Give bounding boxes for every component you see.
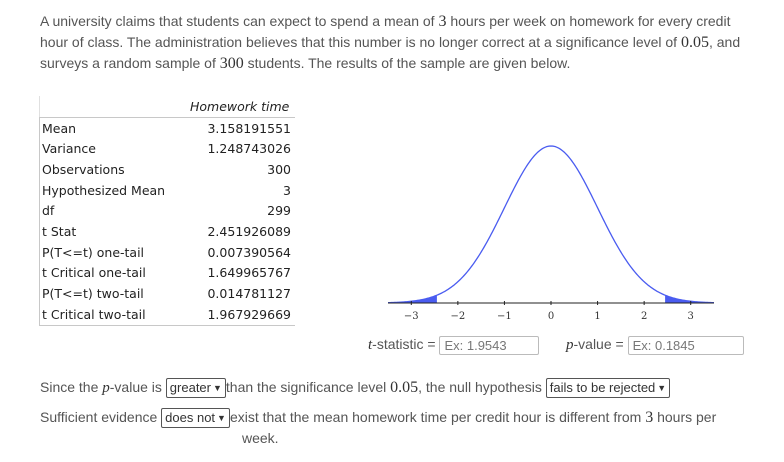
problem-text: hours per week on homework for every credit hour of class. The administration believes that this number is no longer correct at a significance level of — [40, 13, 731, 50]
table-row — [40, 283, 296, 304]
row-value: 1.248743026 — [207, 141, 291, 157]
table-header-blank — [40, 96, 185, 117]
sentence-text: than the significance level — [225, 379, 391, 395]
sample-size: 300 — [219, 55, 244, 72]
alpha-value: 0.05 — [390, 379, 419, 396]
row-value: 3.158191551 — [207, 120, 291, 136]
problem-text: students. The results of the sample are given below. — [243, 55, 571, 71]
p-var: p — [102, 380, 110, 396]
table-row — [40, 159, 296, 180]
comparison-select[interactable] — [166, 378, 226, 398]
ttest-results-table — [39, 96, 295, 326]
row-value: 1.967929669 — [184, 304, 295, 325]
table-row — [40, 180, 296, 201]
sentence-text: Since the — [40, 379, 103, 395]
pvalue-label: -value = — [573, 336, 624, 353]
sentence-text: exist that the mean homework time per credit hour is different from — [229, 409, 646, 425]
table-header: Homework time — [184, 96, 295, 117]
x-tick-label: −1 — [497, 311, 512, 322]
evidence-select[interactable] — [161, 408, 230, 428]
x-tick-label: 0 — [547, 311, 555, 322]
alpha-value: 0.05 — [680, 34, 709, 51]
t-distribution-chart — [378, 140, 724, 330]
pvalue-var: p — [566, 337, 574, 354]
row-value: 299 — [267, 203, 291, 219]
density-curve — [388, 146, 714, 303]
x-axis-ticks — [404, 301, 694, 322]
x-tick-label: −2 — [450, 311, 466, 322]
table-row — [40, 242, 296, 263]
row-value: 3 — [283, 182, 291, 198]
hypothesis-select-value: fails to be rejected — [549, 380, 656, 395]
row-label: t Stat — [40, 221, 185, 242]
conclusion-sentence-2 — [40, 407, 716, 449]
chevron-down-icon: ▼ — [213, 383, 222, 394]
tstat-var: t — [368, 337, 373, 354]
hypothesized-mean: 3 — [645, 409, 654, 426]
hypothesis-decision-select[interactable] — [546, 378, 670, 398]
x-tick-label: 3 — [687, 311, 694, 322]
evidence-select-value: does not — [165, 410, 216, 425]
sentence-continuation: week. — [242, 430, 279, 447]
row-label: Mean — [40, 117, 185, 138]
table-row — [40, 138, 296, 159]
row-label: Observations — [40, 159, 185, 180]
x-tick-label: −3 — [403, 311, 419, 322]
row-label: Variance — [40, 138, 185, 159]
table-row — [40, 117, 296, 138]
x-tick-label: 2 — [640, 311, 648, 322]
claimed-mean: 3 — [438, 13, 447, 30]
table-body — [40, 117, 296, 325]
problem-text: , and surveys a random sample of — [40, 34, 741, 71]
comparison-select-value: greater — [169, 380, 211, 395]
row-label: t Critical one-tail — [40, 263, 185, 284]
table-header-row — [40, 96, 296, 117]
problem-statement — [40, 11, 760, 74]
table-row — [40, 304, 296, 325]
chevron-down-icon: ▼ — [217, 413, 226, 424]
problem-text: A university claims that students can expect to spend a mean of — [40, 13, 439, 29]
sentence-text: -value is — [109, 379, 162, 395]
table-row — [40, 200, 296, 221]
sentence-text: hours per — [653, 409, 717, 425]
sentence-text: Sufficient evidence — [40, 409, 158, 425]
table-row — [40, 263, 296, 284]
row-label: df — [40, 200, 185, 221]
row-value: 0.014781127 — [207, 286, 291, 302]
pvalue-input[interactable]: Ex: 0.1845 — [628, 336, 744, 355]
chevron-down-icon: ▼ — [657, 383, 667, 394]
tstat-input[interactable]: Ex: 1.9543 — [439, 336, 539, 355]
row-label: t Critical two-tail — [40, 304, 185, 325]
tstat-row — [368, 336, 539, 355]
conclusion-sentence-1 — [40, 377, 670, 399]
sentence-text: , the null hypothesis — [418, 379, 542, 395]
row-label: P(T<=t) two-tail — [40, 283, 185, 304]
row-value: 300 — [267, 161, 291, 177]
x-tick-label: 1 — [594, 311, 601, 322]
row-label: P(T<=t) one-tail — [40, 242, 185, 263]
row-value: 1.649965767 — [207, 265, 291, 281]
pvalue-row — [566, 336, 744, 355]
row-value: 0.007390564 — [207, 244, 291, 260]
row-label: Hypothesized Mean — [40, 180, 185, 201]
tstat-label: -statistic = — [372, 336, 436, 353]
row-value: 2.451926089 — [207, 223, 291, 239]
table-row — [40, 221, 296, 242]
